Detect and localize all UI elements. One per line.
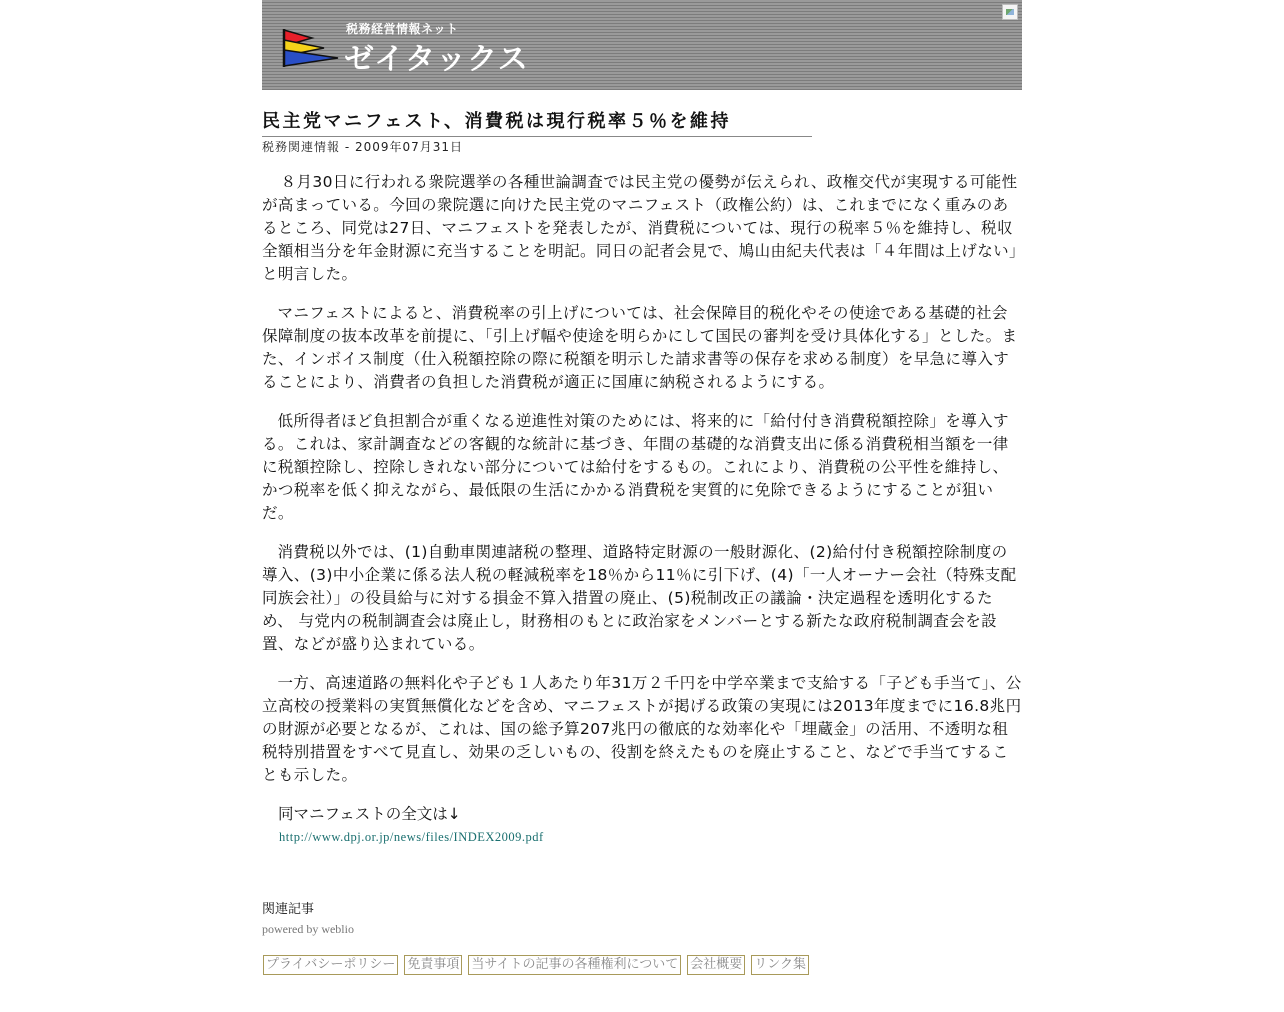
manifesto-pdf-link[interactable]: http://www.dpj.or.jp/news/files/INDEX2009.pdf (279, 830, 544, 844)
related-articles-heading: 関連記事 (262, 902, 315, 917)
footer-link-disclaimer[interactable]: 免責事項 (404, 955, 462, 975)
article-dateline: 税務関連情報 - 2009年07月31日 (262, 140, 464, 154)
powered-by-weblio: powered by weblio (262, 922, 354, 936)
article-paragraph: 低所得者ほど負担割合が重くなる逆進性対策のためには、将来的に「給付付き消費税額控除」を導入する。これは、家計調査などの客観的な統計に基づき、年間の基礎的な消費支出に係る消費税相当額を一律に税額控除し、控除しきれない部分については給付をするもの。これにより、消費税の公平性を維持し、かつ税率を低く抑えながら、最低限の生活にかかる消費税を実質的に免除できるようにすることが狙いだ。 (262, 412, 1009, 522)
article-title: 民主党マニフェスト、消費税は現行税率５％を維持 (262, 110, 812, 137)
article-body (262, 171, 1022, 845)
article-paragraph: 一方、高速道路の無料化や子ども１人あたり年31万２千円を中学卒業まで支給する「子ども手当て」、公立高校の授業料の実質無償化などを含め、マニフェストが掲げる政策の実現には2013年度までに16.8兆円の財源が必要となるが、これは、国の総予算207兆円の徹底的な効率化や「埋蔵金」の活用、不透明な租税特別措置をすべて見直し、効果の乏しいもの、役割を終えたものを廃止すること、などで手当てすることも示した。 (262, 674, 1022, 784)
site-tagline: 税務経営情報ネット (346, 22, 459, 36)
footer-link-links[interactable]: リンク集 (751, 955, 809, 975)
fulltext-label: 同マニフェストの全文は↓ (278, 805, 461, 823)
article-paragraph: ８月30日に行われる衆院選挙の各種世論調査では民主党の優勢が伝えられ、政権交代が実現する可能性が高まっている。今回の衆院選に向けた民主党のマニフェスト（政権公約）は、これまでになく重みのあるところ、同党は27日、マニフェストを発表したが、消費税については、現行の税率５％を維持し、税収全額相当分を年金財源に充当することを明記。同日の記者会見で、鳩山由紀夫代表は「４年間は上げない」と明言した。 (262, 173, 1018, 283)
footer-link-company[interactable]: 会社概要 (687, 955, 745, 975)
page-container (262, 0, 1022, 975)
broken-image-icon (1002, 4, 1018, 20)
article-paragraph: マニフェストによると、消費税率の引上げについては、社会保障目的税化やその使途である基礎的社会保障制度の抜本改革を前提に、「引上げ幅や使途を明らかにして国民の審判を受け具体化する」とした。また、インボイス制度（仕入税額控除の際に税額を明示した請求書等の保存を求める制度）を早急に導入することにより、消費者の負担した消費税が適正に国庫に納税されるようにする。 (262, 304, 1018, 391)
footer-links (262, 955, 1022, 975)
article-paragraph: 消費税以外では、(1)自動車関連諸税の整理、道路特定財源の一般財源化、(2)給付付き税額控除制度の導入、(3)中小企業に係る法人税の軽減税率を18％から11％に引下げ、(4)「一人オーナー会社（特殊支配同族会社）」の役員給与に対する損金不算入措置の廃止、(5)税制改正の議論・決定過程を透明化するため、 与党内の税制調査会は廃止し，財務相のもとに政治家をメンバーとする新たな政府税制調査会を設置、などが盛り込まれている。 (262, 543, 1017, 653)
footer-link-privacy-policy[interactable]: プライバシーポリシー (263, 955, 398, 975)
site-logo-text[interactable]: ゼイタックス (344, 42, 529, 77)
footer-link-rights[interactable]: 当サイトの記事の各種権利について (468, 955, 681, 975)
flag-logo-icon (282, 28, 340, 68)
site-header-banner (262, 0, 1022, 90)
